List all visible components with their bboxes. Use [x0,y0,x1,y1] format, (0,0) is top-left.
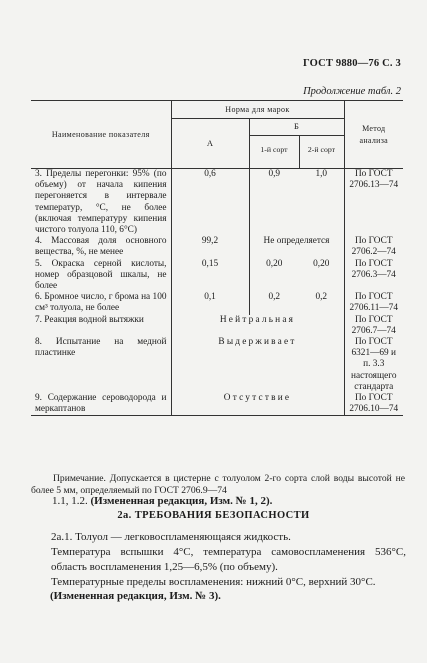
row-name: 8. Испытание на медной пластинке [31,337,171,393]
table-row [31,259,403,293]
paragraph-2a1: 2а.1. Толуол — легковоспламеняющаяся жидкость. [51,531,291,543]
row-method: По ГОСТ 2706.3—74 [351,258,396,280]
specification-table [31,100,403,416]
note-text: Допускается в цистерне с толуолом 2-го сорта слой воды высотой не более 5 мм, определяемый по ГОСТ 2706.9—74 [31,473,405,496]
note-label: Примечание. [53,473,106,484]
row-value-b2: 0,20 [299,259,344,293]
row-method: По ГОСТ 2706.2—74 [351,236,396,258]
section-title: 2а. ТРЕБОВАНИЯ БЕЗОПАСНОСТИ [117,510,310,521]
table-row [31,169,403,237]
table-row [31,292,403,314]
row-value-merged: Нейтральная [171,315,344,337]
row-value-b1: 0,20 [266,258,283,269]
row-value-a: 99,2 [171,236,249,258]
row-value-a: 0,1 [171,292,249,314]
col-header-a: А [171,119,249,169]
section-body [31,530,406,590]
row-name: 5. Окраска серной кислоты, номер образцовой шкалы, не более [31,259,171,293]
amendment-note-1-2 [52,495,272,507]
col-header-b: Б [249,119,344,136]
row-name: 9. Содержание сероводорода и меркаптанов [31,393,171,416]
col-header-b2: 2-й сорт [299,136,344,169]
paragraph-flash-point: Температура вспышки 4°С, температура самовоспламенения 536°С, область воспламенения 1,25—6,5% (по объему). [51,546,406,573]
row-value-b2: 1,0 [299,169,344,237]
page-header: ГОСТ 9880—76 С. 3 [302,58,401,69]
col-header-name: Наименование показателя [31,101,171,169]
row-method: По ГОСТ 6321—69 и п. 3.3 настоящего стандарта [351,337,397,392]
row-name: 4. Массовая доля основного вещества, %, не менее [31,236,171,258]
row-value-a: 0,15 [171,259,249,293]
row-value-b1: 0,2 [268,292,281,303]
col-header-method: Метод анализа [344,101,403,169]
table-note [31,473,405,497]
table-continuation-label: Продолжение табл. 2 [303,86,401,97]
table-row [31,315,403,337]
row-name: 3. Пределы перегонки: 95% (по объему) от начала кипения перегоняется в интервале температур, °С, не более (включая температуру кипения чистого толуола 110, 6°С) [31,169,171,237]
table-row [31,337,403,393]
row-value-a: 0,6 [171,169,249,237]
row-method: По ГОСТ 2706.11—74 [349,292,398,314]
row-method: По ГОСТ 2706.13—74 [349,169,399,191]
row-method: По ГОСТ 2706.7—74 [351,314,396,336]
amendment-prefix: 1.1, 1.2. [52,495,88,507]
amendment-note-3: (Измененная редакция, Изм. № 3). [50,590,221,602]
row-method: По ГОСТ 2706.10—74 [344,393,403,416]
row-value-merged: Отсутствие [171,393,344,416]
row-name: 6. Бромное число, г брома на 100 см³ толуола, не более [31,292,171,314]
row-value-b-merged: Не определяется [249,236,344,258]
row-value-b1: 0,9 [268,169,281,179]
row-name: 7. Реакция водной вытяжки [31,315,171,337]
amendment-bold: (Измененная редакция, Изм. № 1, 2). [90,495,273,507]
paragraph-flammability-limits: Температурные пределы воспламенения: нижний 0°С, верхний 30°С. [51,576,376,588]
table-row [31,236,403,258]
row-value-b2: 0,2 [299,292,344,314]
col-header-norm: Норма для марок [171,101,344,119]
table-row [31,393,403,416]
col-header-b1: 1-й сорт [249,136,299,169]
row-value-merged: Выдерживает [171,337,344,393]
